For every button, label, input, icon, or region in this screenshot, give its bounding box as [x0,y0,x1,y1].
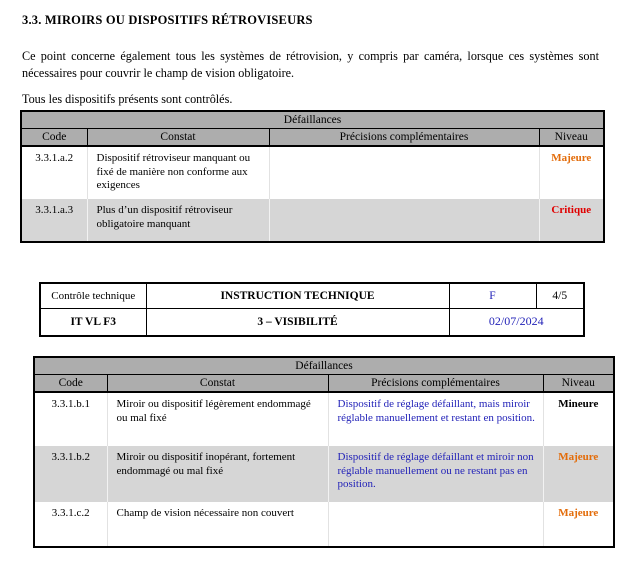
table-title-row [21,111,604,128]
col-header-niveau: Niveau [543,374,614,392]
constat-cell: Miroir ou dispositif légèrement endommagé ou mal fixé [107,392,328,446]
intro-paragraph: Ce point concerne également tous les systèmes de rétrovision, y compris par caméra, lorsque ces systèmes sont nécessaires pour couvrir le champ de vision obligatoire. [22,49,599,80]
table-row [34,502,614,547]
code-cell: 3.3.1.a.3 [21,199,87,242]
table-row [34,446,614,502]
table-title-row [34,357,614,374]
section-title-cell: 3 – VISIBILITÉ [146,308,449,336]
table-title: Défaillances [21,111,604,128]
constat-cell: Miroir ou dispositif inopérant, fortement endommagé ou mal fixé [107,446,328,502]
precisions-cell [328,502,543,547]
precisions-cell [269,199,539,242]
defect-table-bottom [33,356,615,548]
instruction-header-table [39,282,585,337]
table-header-row [34,374,614,392]
niveau-cell: Majeure [543,446,614,502]
niveau-cell: Majeure [543,502,614,547]
niveau-cell: Mineure [543,392,614,446]
col-header-code: Code [21,128,87,146]
col-header-precisions: Précisions complémentaires [269,128,539,146]
info-row-top [40,283,584,308]
revision-cell: F [449,283,536,308]
constat-cell: Champ de vision nécessaire non couvert [107,502,328,547]
table-row [21,199,604,242]
niveau-cell: Critique [539,199,604,242]
date-cell: 02/07/2024 [449,308,584,336]
col-header-code: Code [34,374,107,392]
precisions-cell [269,146,539,199]
table-header-row [21,128,604,146]
code-cell: 3.3.1.b.1 [34,392,107,446]
constat-cell: Dispositif rétroviseur manquant ou fixé de manière non conforme aux exigences [87,146,269,199]
doc-title-cell: INSTRUCTION TECHNIQUE [146,283,449,308]
code-cell: 3.3.1.c.2 [34,502,107,547]
col-header-constat: Constat [87,128,269,146]
code-cell: 3.3.1.a.2 [21,146,87,199]
section-heading: 3.3. MIROIRS OU DISPOSITIFS RÉTROVISEURS [22,13,313,27]
defect-table-top [20,110,605,243]
note-line: Tous les dispositifs présents sont contrôlés. [22,92,233,106]
page-number-cell: 4/5 [536,283,584,308]
precisions-cell: Dispositif de réglage défaillant, mais miroir réglable manuellement et restant en position. [328,392,543,446]
doc-code-cell: IT VL F3 [40,308,146,336]
code-cell: 3.3.1.b.2 [34,446,107,502]
constat-cell: Plus d’un dispositif rétroviseur obligatoire manquant [87,199,269,242]
col-header-constat: Constat [107,374,328,392]
col-header-niveau: Niveau [539,128,604,146]
doc-type-cell: Contrôle technique [40,283,146,308]
col-header-precisions: Précisions complémentaires [328,374,543,392]
table-row [34,392,614,446]
niveau-cell: Majeure [539,146,604,199]
info-row-bottom [40,308,584,336]
table-title: Défaillances [34,357,614,374]
table-row [21,146,604,199]
precisions-cell: Dispositif de réglage défaillant et miroir non réglable manuellement ou ne restant pas en position. [328,446,543,502]
